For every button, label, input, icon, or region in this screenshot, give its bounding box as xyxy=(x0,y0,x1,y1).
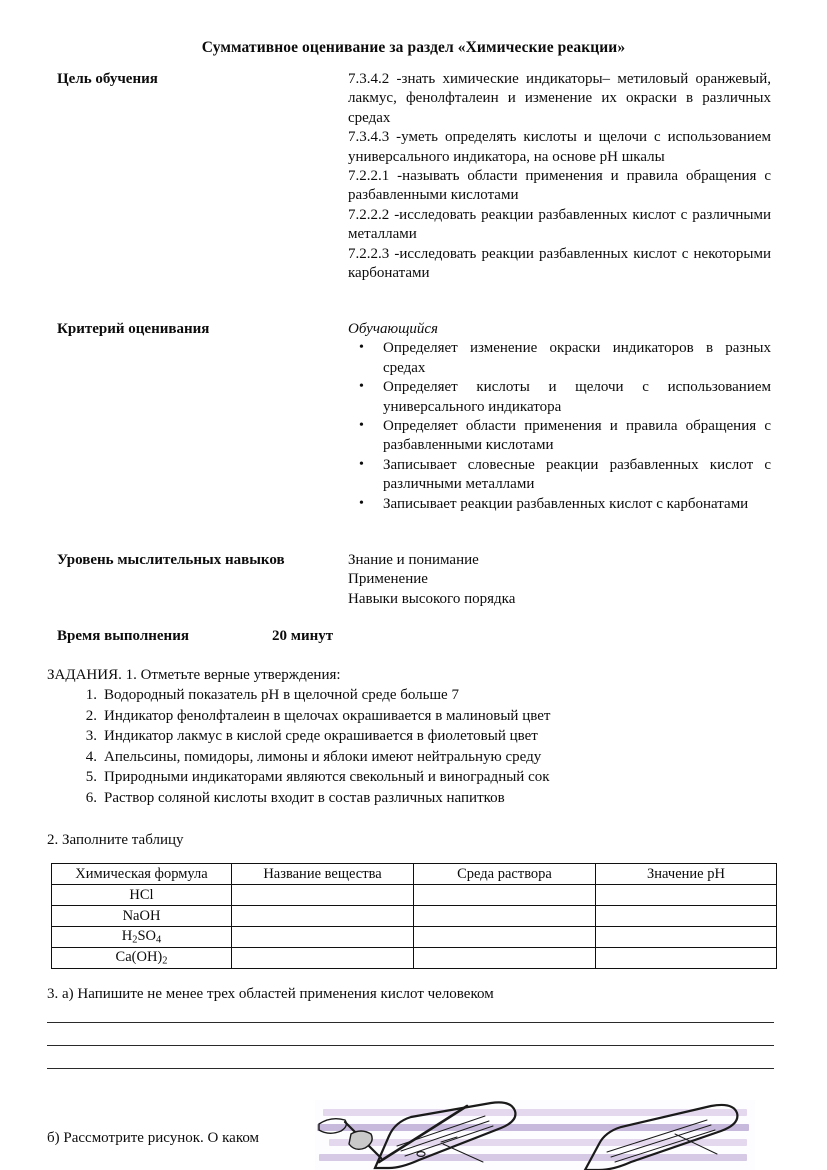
cell-name[interactable] xyxy=(232,885,414,906)
table-row xyxy=(52,927,777,948)
column-header-medium: Среда раствора xyxy=(414,864,596,885)
cell-ph[interactable] xyxy=(596,927,777,948)
cell-ph[interactable] xyxy=(596,906,777,927)
objectives-label: Цель обучения xyxy=(57,71,158,87)
criteria-item: • Определяет области применения и правила обращения с разбавленными кислотами xyxy=(348,417,771,456)
criteria-value xyxy=(348,320,771,514)
cell-name[interactable] xyxy=(232,927,414,948)
statements-list xyxy=(47,685,824,809)
spec-row-objectives xyxy=(57,70,771,283)
answer-line[interactable] xyxy=(47,1045,774,1046)
answer-line[interactable] xyxy=(47,1022,774,1023)
skills-value xyxy=(348,551,771,609)
tasks-heading: ЗАДАНИЯ. 1. Отметьте верные утверждения: xyxy=(47,667,341,683)
cell-name[interactable] xyxy=(232,948,414,969)
column-header-formula: Химическая формула xyxy=(52,864,232,885)
statement-item[interactable]: Раствор соляной кислоты входит в состав различных напитков xyxy=(104,789,505,806)
objective-item: 7.3.4.2 -знать химические индикаторы– метиловый оранжевый, лакмус, фенолфталеин и изменение их окраски в различных средах xyxy=(348,71,771,126)
cell-medium[interactable] xyxy=(414,927,596,948)
spec-row-skills xyxy=(57,551,771,609)
statement-item[interactable]: Индикатор лакмус в кислой среде окрашивается в фиолетовый цвет xyxy=(104,728,538,745)
criteria-item: • Записывает словесные реакции разбавленных кислот с различными металлами xyxy=(348,456,771,495)
column-header-name: Название вещества xyxy=(232,864,414,885)
column-header-ph: Значение рН xyxy=(596,864,777,885)
cell-ph[interactable] xyxy=(596,948,777,969)
table-row xyxy=(52,948,777,969)
cell-ph[interactable] xyxy=(596,885,777,906)
skills-item: Знание и понимание xyxy=(348,552,479,568)
criteria-intro: Обучающийся xyxy=(348,321,439,337)
cell-name[interactable] xyxy=(232,906,414,927)
time-value: 20 минут xyxy=(272,628,334,644)
test-tube-figure xyxy=(315,1100,755,1170)
objective-item: 7.2.2.1 -называть области применения и правила обращения с разбавленными кислотами xyxy=(348,168,771,204)
spec-row-criteria xyxy=(57,320,771,514)
cell-formula: $H_2SO_4$ xyxy=(52,927,232,948)
statement-item[interactable]: Апельсины, помидоры, лимоны и яблоки имеют нейтральную среду xyxy=(104,748,542,765)
objective-item: 7.2.2.3 -исследовать реакции разбавленных кислот с некоторыми карбонатами xyxy=(348,245,771,282)
cell-medium[interactable] xyxy=(414,948,596,969)
cell-formula: HCl xyxy=(52,885,232,906)
task3a-heading: 3. а) Напишите не менее трех областей применения кислот человеком xyxy=(47,986,494,1002)
task2-heading: 2. Заполните таблицу xyxy=(47,832,184,848)
task3b-heading: б) Рассмотрите рисунок. О каком xyxy=(47,1130,260,1146)
time-label: Время выполнения xyxy=(57,628,189,644)
skills-item: Применение xyxy=(348,571,428,588)
answer-line[interactable] xyxy=(47,1068,774,1069)
test-tube-line-art-icon xyxy=(315,1100,755,1170)
objective-item: 7.3.4.3 -уметь определять кислоты и щелочи с использованием универсального индикатора, на основе рН шкалы xyxy=(348,129,771,165)
criteria-item: • Записывает реакции разбавленных кислот с карбонатами xyxy=(348,495,771,514)
table-header-row xyxy=(52,864,777,885)
skills-label: Уровень мыслительных навыков xyxy=(57,552,285,568)
cell-formula: NaOH xyxy=(52,906,232,927)
spec-row-time xyxy=(57,628,333,645)
page-title: Суммативное оценивание за раздел «Химические реакции» xyxy=(201,39,626,56)
criteria-list xyxy=(348,339,771,514)
table-row xyxy=(52,885,777,906)
substances-table xyxy=(51,863,777,969)
skills-item: Навыки высокого порядка xyxy=(348,590,516,607)
cell-medium[interactable] xyxy=(414,906,596,927)
criteria-item: • Определяет изменение окраски индикаторов в разных средах xyxy=(348,339,771,378)
cell-formula: $Ca(OH)_2$ xyxy=(52,948,232,969)
statement-item[interactable]: Природными индикаторами являются свекольный и виноградный сок xyxy=(104,769,550,786)
objective-item: 7.2.2.2 -исследовать реакции разбавленных кислот с различными металлами xyxy=(348,206,771,243)
objectives-value xyxy=(348,70,771,283)
criteria-item: • Определяет кислоты и щелочи с использованием универсального индикатора xyxy=(348,378,771,417)
cell-medium[interactable] xyxy=(414,885,596,906)
statement-item[interactable]: Индикатор фенолфталеин в щелочах окрашивается в малиновый цвет xyxy=(104,707,551,724)
statement-item[interactable]: Водородный показатель рН в щелочной среде больше 7 xyxy=(104,687,459,703)
table-row xyxy=(52,906,777,927)
criteria-label: Критерий оценивания xyxy=(57,321,210,337)
